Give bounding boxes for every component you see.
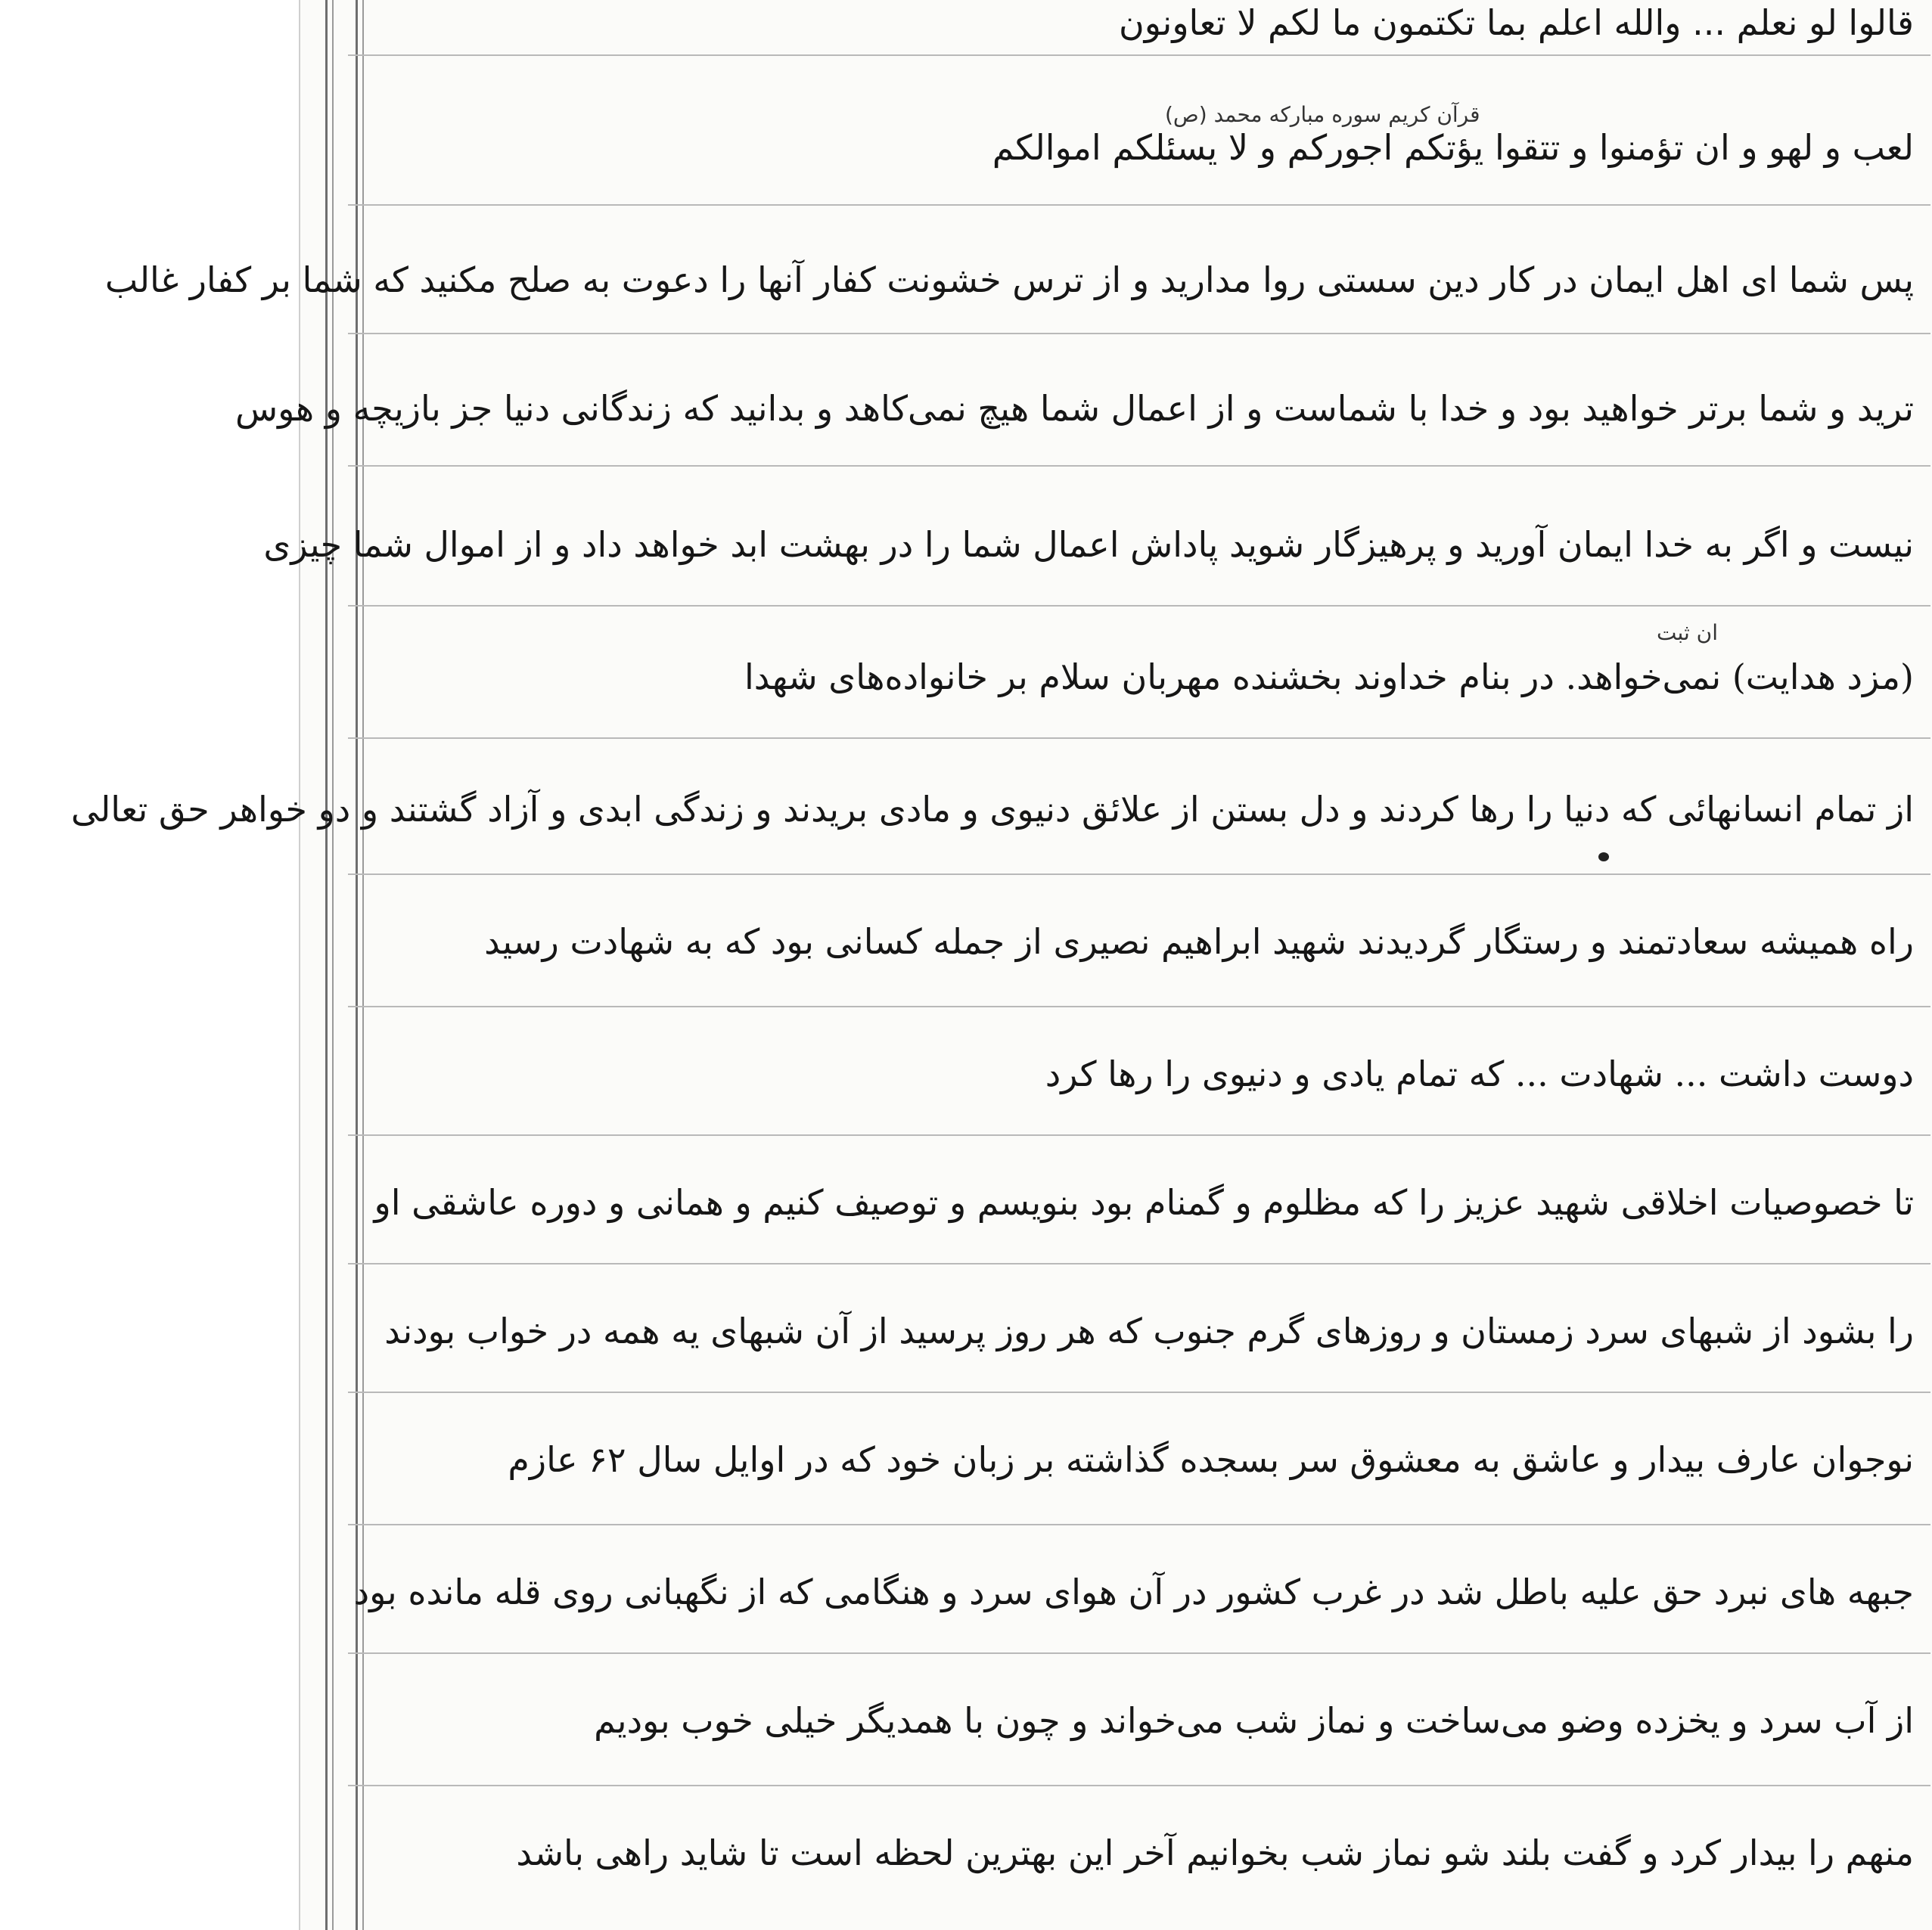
handwritten-line-9: دوست داشت ... شهادت ... که تمام یادی و دنیوی را رها کرد (1045, 1053, 1914, 1094)
ruled-line (348, 737, 1930, 739)
ruled-line (348, 1652, 1930, 1654)
handwritten-line-12: نوجوان عارف بیدار و عاشق به معشوق سر بسجده گذاشته بر زبان خود که در اوایل سال ۶۲ عازم (508, 1439, 1914, 1480)
ruled-line (348, 605, 1930, 607)
handwritten-line-5: نیست و اگر به خدا ایمان آورید و پرهیزگار شوید پاداش اعمال شما را در بهشت ابد خواهد داد و از اموال شما چیزی (263, 524, 1914, 565)
handwritten-line-11: را بشود از شبهای سرد زمستان و روزهای گرم جنوب که هر روز پرسید از آن شبهای یه همه در خواب بودند (384, 1311, 1914, 1351)
ink-dot (1598, 852, 1609, 861)
ruled-line (348, 1392, 1930, 1393)
ruled-line (348, 873, 1930, 875)
handwritten-line-4: ترید و شما برتر خواهید بود و خدا با شماست و از اعمال شما هیچ نمی‌کاهد و بدانید که زندگانی دنیا جز بازیچه و هوس (235, 388, 1914, 429)
ruled-line (348, 1134, 1930, 1136)
ruled-line (348, 1524, 1930, 1525)
handwritten-line-14: از آب سرد و یخزده وضو می‌ساخت و نماز شب می‌خواند و چون با همدیگر خیلی خوب بودیم (594, 1700, 1914, 1741)
ruled-line (348, 54, 1930, 56)
handwritten-line-1: قالوا لو نعلم ... والله اعلم بما تکتمون ما لکم لا تعاونون (1119, 2, 1914, 43)
margin-note-surah: قرآن کریم سوره مبارکه محمد (ص) (1165, 102, 1480, 127)
handwritten-line-3: پس شما ای اهل ایمان در کار دین سستی روا مدارید و از ترس خشونت کفار آنها را دعوت به صلح مکنید که شما بر کفار غالب (104, 259, 1914, 300)
handwritten-line-2: لعب و لهو و ان تؤمنوا و تتقوا یؤتکم اجورکم و لا یسئلکم اموالکم (992, 127, 1914, 168)
ruled-line (348, 333, 1930, 334)
handwritten-line-7: از تمام انسانهائی که دنیا را رها کردند و دل بستن از علائق دنیوی و مادی بریدند و زندگی ابدی و آزاد گشتند و دو خواهر حق تعالی (70, 789, 1914, 830)
ruled-line (348, 204, 1930, 206)
ruled-line (348, 465, 1930, 467)
ruled-line (348, 1006, 1930, 1007)
handwritten-line-10: تا خصوصیات اخلاقی شهید عزیز را که مظلوم و گمنام بود بنویسم و توصیف کنیم و همانی و دوره عاشقی او (374, 1182, 1914, 1223)
handwritten-line-6: (مزد هدایت) نمی‌خواهد. در بنام خداوند بخشنده مهربان سلام بر خانواده‌های شهدا (744, 656, 1914, 697)
ruled-line (348, 1785, 1930, 1786)
annotation-small: ان ثبت (1657, 620, 1718, 645)
handwritten-line-15: منهم را بیدار کرد و گفت بلند شو نماز شب بخوانیم آخر این بهترین لحظه است تا شاید راهی باشد (516, 1832, 1914, 1873)
handwritten-line-13: جبهه های نبرد حق علیه باطل شد در غرب کشور در آن هوای سرد و هنگامی که از نگهبانی روی قله مانده بود (353, 1572, 1914, 1612)
handwritten-line-8: راه همیشه سعادتمند و رستگار گردیدند شهید ابراهیم نصیری از جمله کسانی بود که به شهادت رسید (484, 921, 1914, 962)
ruled-line (348, 1263, 1930, 1264)
